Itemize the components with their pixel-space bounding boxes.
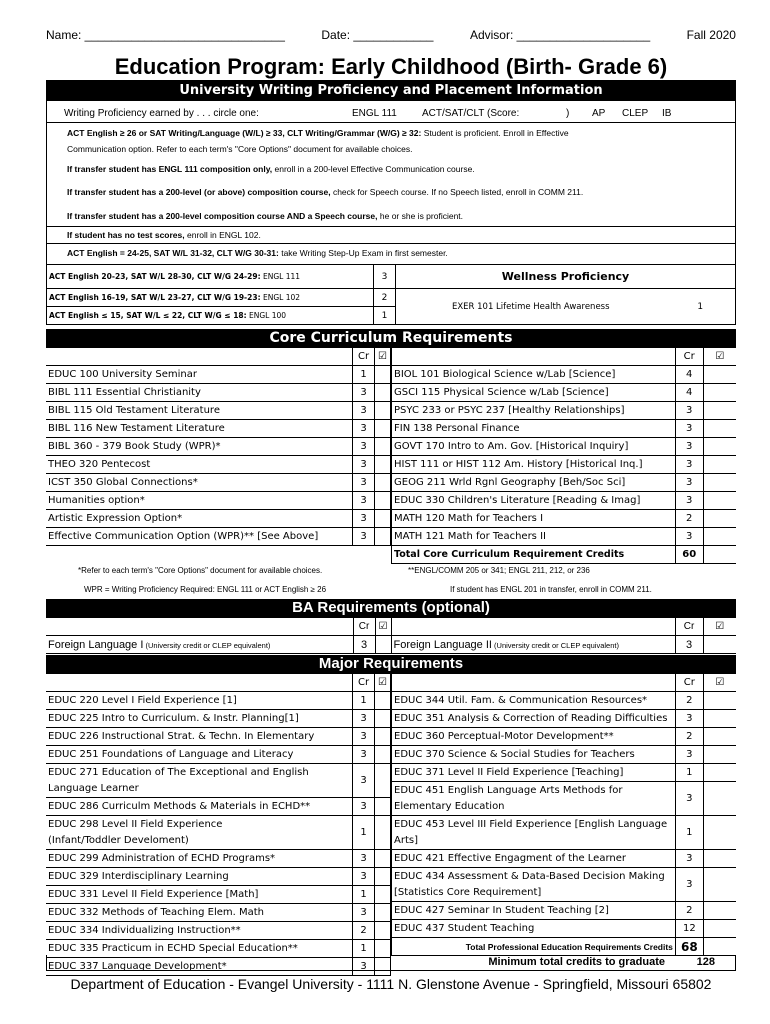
table-row xyxy=(392,764,737,782)
check-box[interactable] xyxy=(703,384,736,402)
check-box[interactable] xyxy=(703,366,736,384)
course-name: Artistic Expression Option* xyxy=(46,510,353,528)
course-name xyxy=(392,782,676,816)
check-box[interactable] xyxy=(703,868,736,902)
check-box[interactable] xyxy=(375,746,391,764)
check-box[interactable] xyxy=(375,728,391,746)
placement-row: ACT English 16-19, SAT W/L 23-27, CLT W/G 19-23: ENGL 102 xyxy=(47,289,374,307)
course-name: EDUC 226 Instructional Strat. & Techn. In Elementary xyxy=(46,728,353,746)
table-row xyxy=(392,782,737,816)
course-name: GOVT 170 Intro to Am. Gov. [Historical Inquiry] xyxy=(392,438,676,456)
page-title: Education Program: Early Childhood (Birth- Grade 6) xyxy=(114,54,668,79)
course-credit: 3 xyxy=(353,764,375,798)
course-credit: 3 xyxy=(353,746,375,764)
table-row xyxy=(46,850,391,868)
core-note-2: **ENGL/COMM 205 or 341; ENGL 211, 212, or 236 xyxy=(408,566,590,575)
course-name: EDUC 251 Foundations of Language and Literacy xyxy=(46,746,353,764)
course-name-line: [Statistics Core Requirement] xyxy=(394,886,542,898)
course-name-line: Elementary Education xyxy=(394,800,505,812)
course-name: EDUC 351 Analysis & Correction of Reading Difficulties xyxy=(392,710,676,728)
course-credit: 2 xyxy=(353,922,375,940)
wellness-title: Wellness Proficiency xyxy=(396,265,736,289)
table-row xyxy=(46,728,391,746)
check-box[interactable] xyxy=(703,746,736,764)
course-name: EDUC 371 Level II Field Experience [Teaching] xyxy=(392,764,676,782)
placement-wellness-table xyxy=(46,264,736,325)
table-row xyxy=(46,402,391,420)
check-box[interactable] xyxy=(703,728,736,746)
table-row xyxy=(392,868,737,902)
table-row xyxy=(392,710,737,728)
course-name-line: EDUC 451 English Language Arts Methods for xyxy=(394,784,623,796)
table-row xyxy=(46,798,391,816)
course-name: EDUC 337 Language Development* xyxy=(46,958,353,976)
writing-line-2: Communication option. Refer to each term's "Core Options" document for available choices. xyxy=(67,144,413,154)
course-name: EDUC 299 Administration of ECHD Programs* xyxy=(46,850,353,868)
date-field[interactable]: Date: ____________ xyxy=(321,28,434,42)
check-box[interactable] xyxy=(375,886,391,904)
core-total-label: Total Core Curriculum Requirement Credits xyxy=(392,546,676,564)
check-box[interactable] xyxy=(375,474,391,492)
table-row xyxy=(46,510,391,528)
ba-credit: 3 xyxy=(353,636,375,654)
table-row xyxy=(46,868,391,886)
check-box[interactable] xyxy=(375,492,391,510)
header-line xyxy=(46,28,736,42)
credit-header: Cr xyxy=(353,348,375,366)
check-box[interactable] xyxy=(703,474,736,492)
check-box[interactable] xyxy=(703,692,736,710)
course-name: EDUC 427 Seminar In Student Teaching [2] xyxy=(392,902,676,920)
check-box[interactable] xyxy=(375,636,391,654)
table-row xyxy=(46,528,391,546)
course-credit: 3 xyxy=(353,868,375,886)
course-credit: 3 xyxy=(675,868,703,902)
option-clep[interactable]: CLEP xyxy=(622,108,649,119)
writing-section xyxy=(46,101,736,271)
check-header: ☑ xyxy=(703,674,736,692)
course-credit: 3 xyxy=(675,492,703,510)
wellness-course: EXER 101 Lifetime Health Awareness xyxy=(396,289,666,325)
core-note-1: *Refer to each term's "Core Options" document for available choices. xyxy=(78,566,323,575)
wellness-credit: 1 xyxy=(666,289,736,325)
check-box[interactable] xyxy=(375,710,391,728)
table-row xyxy=(392,816,737,850)
check-box[interactable] xyxy=(703,636,736,654)
option-ib[interactable]: IB xyxy=(662,108,672,119)
course-credit: 3 xyxy=(353,710,375,728)
course-credit: 3 xyxy=(353,510,375,528)
divider xyxy=(46,122,736,123)
table-row xyxy=(392,728,737,746)
course-name-line: Arts] xyxy=(394,834,418,846)
table-row xyxy=(46,420,391,438)
check-box[interactable] xyxy=(375,456,391,474)
check-header: ☑ xyxy=(703,618,736,636)
course-credit: 3 xyxy=(353,438,375,456)
table-row xyxy=(46,816,391,850)
placement-credit: 3 xyxy=(374,265,396,289)
course-credit: 3 xyxy=(675,438,703,456)
minimum-credits-row xyxy=(46,955,736,971)
course-credit: 3 xyxy=(675,456,703,474)
course-credit: 3 xyxy=(353,456,375,474)
course-credit: 1 xyxy=(353,366,375,384)
table-row xyxy=(46,384,391,402)
course-credit: 3 xyxy=(675,710,703,728)
ba-credit: 3 xyxy=(675,636,703,654)
placement-credit: 2 xyxy=(374,289,396,307)
major-total-label: Total Professional Education Requirements Credits xyxy=(392,938,676,956)
course-name: PSYC 233 or PSYC 237 [Healthy Relationships] xyxy=(392,402,676,420)
table-row xyxy=(392,402,737,420)
table-row xyxy=(46,456,391,474)
table-row xyxy=(392,920,737,938)
option-engl111[interactable]: ENGL 111 xyxy=(352,108,397,119)
check-box[interactable] xyxy=(703,402,736,420)
course-name: BIBL 111 Essential Christianity xyxy=(46,384,353,402)
major-total: 68 xyxy=(675,938,703,956)
core-left-rows xyxy=(46,366,391,546)
course-credit: 3 xyxy=(353,420,375,438)
course-credit: 3 xyxy=(353,728,375,746)
course-name xyxy=(392,868,676,902)
check-header: ☑ xyxy=(703,348,736,366)
check-box[interactable] xyxy=(375,438,391,456)
course-name: GEOG 211 Wrld Rgnl Geography [Beh/Soc Sci] xyxy=(392,474,676,492)
credit-header: Cr xyxy=(675,348,703,366)
table-row xyxy=(392,692,737,710)
table-row xyxy=(392,510,737,528)
check-box[interactable] xyxy=(375,798,391,816)
table-row xyxy=(392,492,737,510)
course-credit: 2 xyxy=(675,692,703,710)
course-name: EDUC 329 Interdisciplinary Learning xyxy=(46,868,353,886)
check-box[interactable] xyxy=(375,510,391,528)
course-credit: 3 xyxy=(675,528,703,546)
check-box[interactable] xyxy=(375,528,391,546)
course-name xyxy=(46,816,353,850)
check-box[interactable] xyxy=(375,402,391,420)
course-credit: 2 xyxy=(675,902,703,920)
course-name-line: Language Learner xyxy=(48,782,139,794)
table-row xyxy=(46,366,391,384)
advisor-field[interactable]: Advisor: ____________________ xyxy=(469,28,651,42)
course-name: EDUC 286 Curriculm Methods & Materials in ECHD** xyxy=(46,798,353,816)
check-box[interactable] xyxy=(375,816,391,850)
course-credit: 3 xyxy=(353,492,375,510)
ba-foreign-language-2: Foreign Language II (University credit or CLEP equivalent) xyxy=(391,636,675,654)
course-credit: 1 xyxy=(353,816,375,850)
course-name: Effective Communication Option (WPR)** [See Above] xyxy=(46,528,353,546)
footer: Department of Education - Evangel University - 1111 N. Glenstone Avenue - Springfield, Missouri 65802 xyxy=(70,976,712,992)
divider xyxy=(46,243,736,244)
course-name: THEO 320 Pentecost xyxy=(46,456,353,474)
course-name: EDUC 220 Level I Field Experience [1] xyxy=(46,692,353,710)
table-row xyxy=(392,746,737,764)
course-credit: 3 xyxy=(353,528,375,546)
course-name: Humanities option* xyxy=(46,492,353,510)
check-header: ☑ xyxy=(375,674,391,692)
table-row xyxy=(46,746,391,764)
table-row xyxy=(392,384,737,402)
major-right-table xyxy=(391,673,736,956)
table-row xyxy=(46,692,391,710)
check-box[interactable] xyxy=(375,384,391,402)
option-score-close: ) xyxy=(566,108,570,119)
check-box[interactable] xyxy=(703,764,736,782)
table-row xyxy=(392,420,737,438)
check-box[interactable] xyxy=(375,868,391,886)
table-row xyxy=(46,710,391,728)
course-credit: 3 xyxy=(675,420,703,438)
core-note-4: If student has ENGL 201 in transfer, enroll in COMM 211. xyxy=(450,585,652,594)
check-box[interactable] xyxy=(703,510,736,528)
placement-credit: 1 xyxy=(374,307,396,325)
course-name: EDUC 330 Children's Literature [Reading & Imag] xyxy=(392,492,676,510)
ba-foreign-language-1: Foreign Language I (University credit or CLEP equivalent) xyxy=(46,636,353,654)
course-name-line: EDUC 434 Assessment & Data-Based Decision Making xyxy=(394,870,665,882)
divider xyxy=(46,226,736,227)
check-box[interactable] xyxy=(703,782,736,816)
course-name: EDUC 225 Intro to Curriculum. & Instr. Planning[1] xyxy=(46,710,353,728)
course-name-line: EDUC 453 Level III Field Experience [English Language xyxy=(394,818,668,830)
check-box[interactable] xyxy=(703,710,736,728)
course-credit: 3 xyxy=(353,474,375,492)
credit-header: Cr xyxy=(675,674,703,692)
table-row xyxy=(46,474,391,492)
course-name: EDUC 344 Util. Fam. & Communication Resources* xyxy=(392,692,676,710)
course-name: FIN 138 Personal Finance xyxy=(392,420,676,438)
option-act-sat-clt[interactable]: ACT/SAT/CLT (Score: xyxy=(422,108,520,119)
course-name: MATH 121 Math for Teachers II xyxy=(392,528,676,546)
core-right-table xyxy=(391,347,736,564)
minimum-credits-label: Minimum total credits to graduate xyxy=(488,956,665,968)
check-box[interactable] xyxy=(375,366,391,384)
ba-table xyxy=(46,617,736,654)
core-total: 60 xyxy=(675,546,703,564)
course-credit: 2 xyxy=(675,728,703,746)
major-left-rows xyxy=(46,692,391,976)
course-credit: 3 xyxy=(353,384,375,402)
writing-line-6: If student has no test scores, enroll in ENGL 102. xyxy=(67,230,261,240)
course-name: HIST 111 or HIST 112 Am. History [Historical Inq.] xyxy=(392,456,676,474)
course-name: EDUC 332 Methods of Teaching Elem. Math xyxy=(46,904,353,922)
course-name: MATH 120 Math for Teachers I xyxy=(392,510,676,528)
writing-line-5: If transfer student has a 200-level composition course AND a Speech course, he or she is proficient. xyxy=(67,211,464,221)
core-left-table xyxy=(46,347,391,546)
table-row xyxy=(392,528,737,546)
course-credit: 3 xyxy=(675,850,703,868)
course-name: ICST 350 Global Connections* xyxy=(46,474,353,492)
check-header: ☑ xyxy=(375,618,391,636)
course-name: BIBL 360 - 379 Book Study (WPR)* xyxy=(46,438,353,456)
major-right-rows xyxy=(392,692,737,938)
course-credit: 1 xyxy=(675,764,703,782)
course-credit: 4 xyxy=(675,384,703,402)
course-name: BIBL 115 Old Testament Literature xyxy=(46,402,353,420)
course-name: EDUC 334 Individualizing Instruction** xyxy=(46,922,353,940)
course-credit: 1 xyxy=(353,692,375,710)
course-credit: 1 xyxy=(353,940,375,958)
check-box[interactable] xyxy=(703,850,736,868)
table-row xyxy=(392,438,737,456)
credit-header: Cr xyxy=(353,674,375,692)
check-box[interactable] xyxy=(375,850,391,868)
check-box[interactable] xyxy=(375,420,391,438)
major-left-table xyxy=(46,673,391,976)
check-box[interactable] xyxy=(375,904,391,922)
table-row xyxy=(392,850,737,868)
course-credit: 3 xyxy=(675,782,703,816)
core-section-bar: Core Curriculum Requirements xyxy=(46,329,736,347)
course-credit: 1 xyxy=(675,816,703,850)
table-row xyxy=(392,902,737,920)
course-credit: 3 xyxy=(353,850,375,868)
writing-line-4: If transfer student has a 200-level (or above) composition course, check for Speech course. If no Speech listed, enroll in COMM 211. xyxy=(67,187,584,197)
course-name: EDUC 360 Perceptual-Motor Development** xyxy=(392,728,676,746)
option-ap[interactable]: AP xyxy=(592,108,606,119)
table-row xyxy=(46,886,391,904)
course-name: EDUC 370 Science & Social Studies for Teachers xyxy=(392,746,676,764)
check-box[interactable] xyxy=(703,438,736,456)
course-name-line: EDUC 271 Education of The Exceptional and English xyxy=(48,766,309,778)
table-row xyxy=(46,764,391,798)
course-name xyxy=(392,816,676,850)
writing-line-7: ACT English = 24-25, SAT W/L 31-32, CLT W/G 30-31: take Writing Step-Up Exam in first semester. xyxy=(67,248,448,258)
name-field[interactable]: Name: ______________________________ xyxy=(46,28,285,42)
major-section-bar: Major Requirements xyxy=(46,655,736,673)
check-box[interactable] xyxy=(703,528,736,546)
course-name-line: EDUC 298 Level II Field Experience xyxy=(48,818,223,830)
writing-line-3: If transfer student has ENGL 111 composition only, enroll in a 200-level Effective Communication course. xyxy=(67,164,475,174)
check-box[interactable] xyxy=(375,692,391,710)
minimum-credits-total: 128 xyxy=(696,956,715,968)
course-credit: 3 xyxy=(675,402,703,420)
table-row xyxy=(46,922,391,940)
course-name: EDUC 331 Level II Field Experience [Math] xyxy=(46,886,353,904)
course-credit: 4 xyxy=(675,366,703,384)
course-credit: 12 xyxy=(675,920,703,938)
check-box[interactable] xyxy=(703,492,736,510)
course-name: EDUC 100 University Seminar xyxy=(46,366,353,384)
check-box[interactable] xyxy=(703,456,736,474)
check-box[interactable] xyxy=(375,922,391,940)
course-credit: 3 xyxy=(675,746,703,764)
course-name-line: (Infant/Toddler Develoment) xyxy=(48,834,189,846)
check-box[interactable] xyxy=(703,420,736,438)
placement-row: ACT English 20-23, SAT W/L 28-30, CLT W/G 24-29: ENGL 111 xyxy=(47,265,374,289)
course-credit: 3 xyxy=(353,904,375,922)
check-box[interactable] xyxy=(375,764,391,798)
course-name xyxy=(46,764,353,798)
course-name: EDUC 335 Practicum in ECHD Special Education** xyxy=(46,940,353,958)
course-credit: 3 xyxy=(675,474,703,492)
table-row xyxy=(46,492,391,510)
course-credit: 2 xyxy=(675,510,703,528)
table-row xyxy=(46,438,391,456)
placement-row: ACT English ≤ 15, SAT W/L ≤ 22, CLT W/G ≤ 18: ENGL 100 xyxy=(47,307,374,325)
course-name: EDUC 437 Student Teaching xyxy=(392,920,676,938)
table-row xyxy=(392,366,737,384)
credit-header: Cr xyxy=(353,618,375,636)
course-name: GSCI 115 Physical Science w/Lab [Science] xyxy=(392,384,676,402)
course-name: BIOL 101 Biological Science w/Lab [Science] xyxy=(392,366,676,384)
course-name: BIBL 116 New Testament Literature xyxy=(46,420,353,438)
ba-section-bar: BA Requirements (optional) xyxy=(46,599,736,617)
writing-line-1: ACT English ≥ 26 or SAT Writing/Language (W/L) ≥ 33, CLT Writing/Grammar (W/G) ≥ 32: Student is proficient. Enroll in Effective xyxy=(67,128,569,138)
writing-section-bar: University Writing Proficiency and Placement Information xyxy=(46,80,736,101)
table-row xyxy=(46,904,391,922)
core-note-3: WPR = Writing Proficiency Required: ENGL 111 or ACT English ≥ 26 xyxy=(84,585,327,594)
term-label: Fall 2020 xyxy=(686,28,736,42)
check-header: ☑ xyxy=(375,348,391,366)
table-row xyxy=(392,474,737,492)
course-credit: 3 xyxy=(353,958,375,976)
check-box[interactable] xyxy=(703,816,736,850)
table-row xyxy=(392,456,737,474)
check-box[interactable] xyxy=(703,920,736,938)
writing-earned-label: Writing Proficiency earned by . . . circle one: xyxy=(64,108,259,119)
course-credit: 3 xyxy=(353,402,375,420)
credit-header: Cr xyxy=(675,618,703,636)
core-right-rows xyxy=(392,366,737,546)
course-credit: 3 xyxy=(353,798,375,816)
course-name: EDUC 421 Effective Engagment of the Learner xyxy=(392,850,676,868)
check-box[interactable] xyxy=(703,902,736,920)
course-credit: 1 xyxy=(353,886,375,904)
